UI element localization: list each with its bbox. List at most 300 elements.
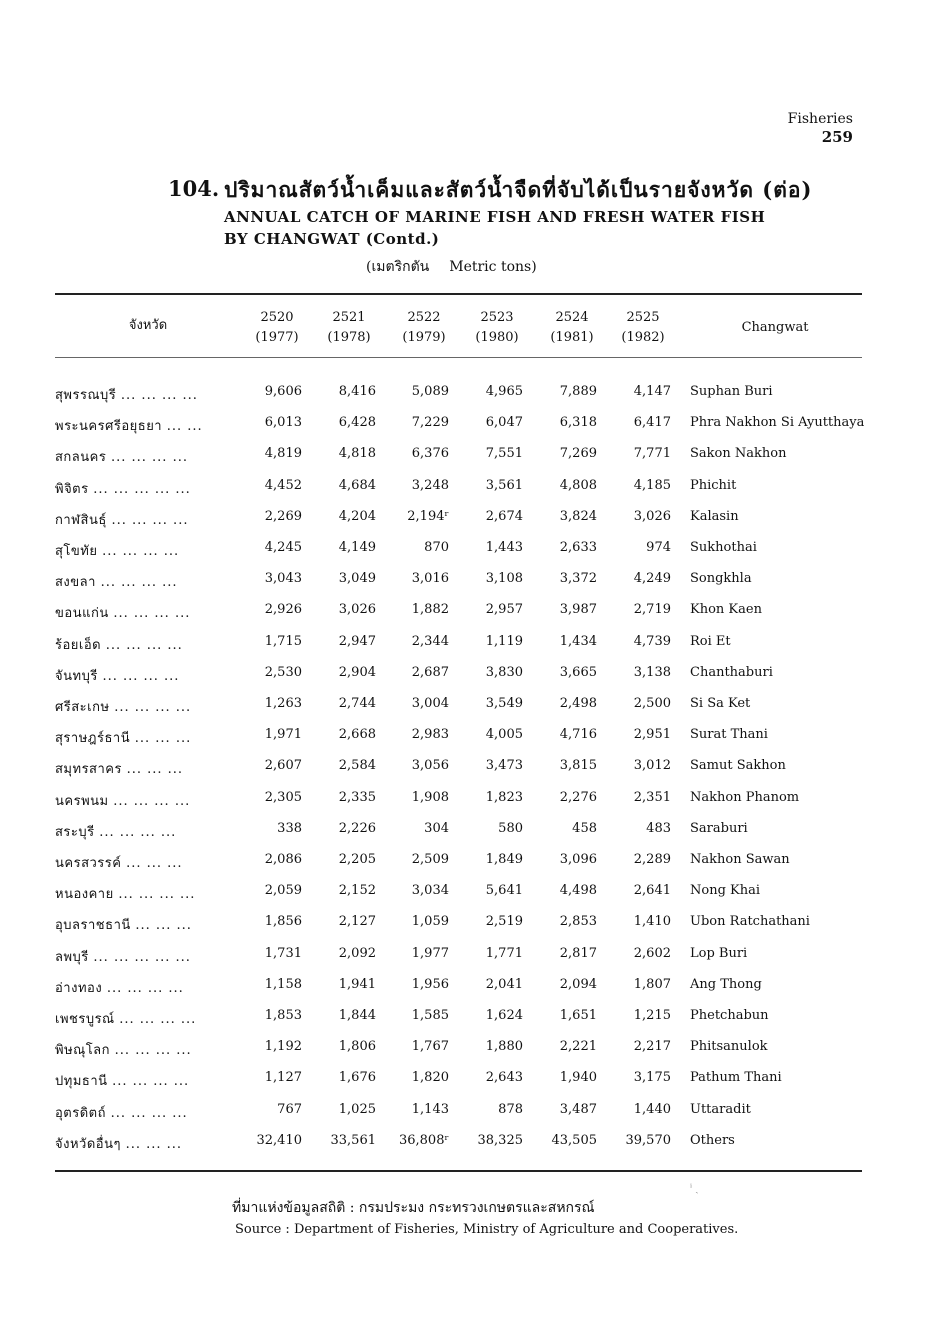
value-cell: 2,221 — [559, 1039, 597, 1055]
unit-thai: (เมตริกตัน — [366, 259, 430, 275]
changwat-english: Si Sa Ket — [690, 696, 751, 711]
value-cell: 2,904 — [338, 664, 376, 680]
changwat-thai — [55, 1133, 182, 1154]
table-row — [0, 1070, 941, 1100]
value-cell: 2,059 — [264, 883, 302, 899]
table-row — [0, 946, 941, 976]
changwat-thai-name: นครพนม — [55, 793, 109, 809]
value-cell: 4,808 — [559, 477, 597, 493]
value-cell: 3,108 — [485, 571, 523, 587]
value-cell: 2,719 — [633, 602, 671, 618]
value-cell: 2,344 — [411, 633, 449, 649]
leader-dots: ... ... ... ... — [106, 980, 184, 996]
leader-dots: ... ... ... ... — [118, 887, 196, 903]
value-cell: 3,549 — [485, 696, 523, 711]
changwat-thai-name: อุตรดิตถ์ — [55, 1105, 106, 1121]
leader-dots: ... ... ... — [126, 762, 184, 778]
value-cell: 1,941 — [338, 976, 376, 992]
leader-dots: ... ... ... ... — [111, 512, 189, 528]
value-cell: 3,473 — [485, 758, 523, 774]
value-cell: 2,217 — [633, 1039, 671, 1055]
changwat-english: Sakon Nakhon — [690, 446, 787, 462]
value-cell: 1,585 — [411, 1008, 449, 1023]
changwat-english: Roi Et — [690, 633, 731, 649]
value-cell: 1,127 — [264, 1070, 302, 1086]
table-row — [0, 509, 941, 539]
table-row — [0, 602, 941, 632]
value-cell: 33,561 — [330, 1132, 376, 1148]
changwat-english: Ubon Ratchathani — [690, 914, 810, 930]
col-header-year — [608, 308, 678, 348]
scan-mark: ⁱ ˏ — [690, 1183, 699, 1194]
value-cell: 5,641 — [485, 883, 523, 899]
value-cell: 2,094 — [559, 976, 597, 992]
changwat-thai-name: พระนครศรีอยุธยา — [55, 419, 163, 435]
changwat-thai — [55, 852, 183, 873]
value-cell: 3,004 — [411, 696, 449, 711]
value-cell: 6,318 — [559, 415, 597, 431]
source-english: Source : Department of Fisheries, Ministry of Agriculture and Cooperatives. — [235, 1222, 739, 1237]
value-cell: 2,983 — [411, 727, 449, 743]
value-cell: 7,551 — [485, 446, 523, 462]
table-header-rule — [55, 357, 862, 358]
value-cell: 1,263 — [264, 696, 302, 711]
unit-english: Metric tons) — [449, 259, 537, 275]
value-cell: 2,643 — [485, 1070, 523, 1086]
table-row — [0, 1102, 941, 1132]
changwat-thai — [55, 1008, 196, 1029]
changwat-thai-name: อุบลราชธานี — [55, 918, 131, 934]
value-cell: 38,325 — [477, 1132, 523, 1148]
value-cell: 2,951 — [633, 727, 671, 743]
changwat-english: Phetchabun — [690, 1008, 769, 1023]
changwat-thai — [55, 790, 190, 811]
value-cell: 2,633 — [559, 540, 597, 555]
changwat-english: Sukhothai — [690, 540, 757, 555]
value-cell: 1,767 — [411, 1039, 449, 1055]
value-cell: 43,505 — [551, 1132, 597, 1148]
value-cell: 2,509 — [411, 852, 449, 867]
running-header — [788, 110, 853, 146]
changwat-thai — [55, 571, 178, 592]
value-cell: 767 — [277, 1101, 302, 1117]
value-cell: 3,830 — [485, 664, 523, 680]
value-cell: 3,026 — [338, 602, 376, 618]
value-cell: 3,175 — [633, 1070, 671, 1086]
changwat-thai — [55, 446, 188, 467]
value-cell: 1,823 — [485, 789, 523, 805]
table-row — [0, 821, 941, 851]
changwat-english: Suphan Buri — [690, 384, 773, 399]
value-cell: 4,185 — [633, 477, 671, 493]
changwat-english: Uttaradit — [690, 1101, 751, 1117]
changwat-english: Surat Thani — [690, 727, 768, 743]
value-cell: 4,965 — [485, 384, 523, 399]
value-cell: 1,853 — [264, 1008, 302, 1023]
col-header-year — [242, 308, 312, 348]
value-cell: 3,056 — [411, 758, 449, 774]
leader-dots: ... ... ... ... — [114, 1043, 192, 1059]
value-cell: 1,882 — [411, 602, 449, 618]
changwat-thai — [55, 821, 176, 842]
changwat-thai — [55, 665, 179, 686]
value-cell: 1,676 — [338, 1070, 376, 1086]
changwat-thai-name: ศรีสะเกษ — [55, 700, 110, 715]
value-cell: 6,428 — [338, 415, 376, 431]
changwat-thai-name: พิษณุโลก — [55, 1043, 111, 1059]
leader-dots: ... ... ... ... — [110, 450, 188, 466]
value-cell: 3,487 — [559, 1101, 597, 1117]
value-cell: 1,849 — [485, 852, 523, 867]
changwat-thai-name: จังหวัดอื่นๆ — [55, 1136, 121, 1152]
leader-dots: ... ... ... — [135, 918, 192, 934]
changwat-english: Saraburi — [690, 820, 748, 836]
value-cell: 1,731 — [264, 945, 302, 961]
value-cell: 3,049 — [338, 571, 376, 587]
value-cell: 2,947 — [338, 633, 376, 649]
value-cell: 304 — [424, 820, 449, 836]
changwat-english: Khon Kaen — [690, 602, 762, 618]
value-cell: 2,519 — [485, 914, 523, 930]
leader-dots: ... ... ... ... — [102, 668, 180, 684]
changwat-thai — [55, 415, 203, 436]
value-cell: 2,530 — [264, 664, 302, 680]
value-cell: 1,971 — [264, 727, 302, 743]
leader-dots: ... ... — [166, 419, 203, 435]
value-cell: 3,824 — [559, 508, 597, 524]
table-row — [0, 914, 941, 944]
value-cell: 4,204 — [338, 508, 376, 524]
value-cell: 1,807 — [633, 976, 671, 992]
value-cell: 458 — [572, 820, 597, 836]
year-ce: (1980) — [475, 330, 519, 345]
value-cell: 580 — [498, 820, 523, 836]
year-ce: (1979) — [402, 330, 446, 345]
table-row — [0, 977, 941, 1007]
value-cell: 1,059 — [411, 914, 449, 930]
value-cell: 4,739 — [633, 633, 671, 649]
value-cell: 4,249 — [633, 571, 671, 587]
value-cell: 2,584 — [338, 758, 376, 774]
value-cell: 3,815 — [559, 758, 597, 774]
changwat-english: Phichit — [690, 477, 737, 493]
leader-dots: ... ... ... ... — [113, 606, 191, 622]
changwat-english: Nong Khai — [690, 883, 761, 899]
value-cell: 1,434 — [559, 633, 597, 649]
value-cell: 3,026 — [633, 508, 671, 524]
value-cell: 1,119 — [485, 633, 523, 649]
leader-dots: ... ... ... ... — [110, 1105, 188, 1121]
leader-dots: ... ... ... ... ... — [93, 949, 191, 965]
value-cell: 4,149 — [338, 540, 376, 555]
leader-dots: ... ... ... — [125, 1136, 183, 1152]
value-cell: 2,687 — [411, 664, 449, 680]
changwat-thai-name: สุราษฎร์ธานี — [55, 731, 131, 747]
changwat-thai — [55, 1102, 188, 1123]
value-cell: 483 — [646, 820, 671, 836]
table-row — [0, 415, 941, 445]
year-be: 2522 — [407, 310, 441, 325]
value-cell: 1,856 — [264, 914, 302, 930]
value-cell: 2,194ʳ — [407, 508, 449, 524]
value-cell: 36,808ʳ — [398, 1132, 449, 1148]
changwat-english: Lop Buri — [690, 945, 748, 961]
table-row — [0, 1008, 941, 1038]
value-cell: 1,143 — [411, 1101, 449, 1117]
col-header-english: Changwat — [741, 320, 809, 335]
value-cell: 2,226 — [338, 820, 376, 836]
value-cell: 2,957 — [485, 602, 523, 618]
value-cell: 4,245 — [264, 540, 302, 555]
value-cell: 4,498 — [559, 883, 597, 899]
changwat-thai — [55, 509, 188, 530]
table-row — [0, 883, 941, 913]
title-english-line1: ANNUAL CATCH OF MARINE FISH AND FRESH WATER FISH — [224, 208, 766, 226]
value-cell: 4,684 — [338, 477, 376, 493]
year-ce: (1981) — [550, 330, 594, 345]
value-cell: 2,926 — [264, 602, 302, 618]
value-cell: 8,416 — [338, 384, 376, 399]
value-cell: 3,372 — [559, 571, 597, 587]
value-cell: 2,674 — [485, 508, 523, 524]
title-thai: ปริมาณสัตว์น้ำเค็มและสัตว์น้ำจืดที่จับได้เป็นรายจังหวัด (ต่อ) — [224, 177, 813, 202]
changwat-thai-name: สมุทรสาคร — [55, 762, 122, 778]
changwat-thai — [55, 540, 179, 561]
value-cell: 2,092 — [338, 945, 376, 961]
value-cell: 3,138 — [633, 664, 671, 680]
changwat-english: Ang Thong — [690, 976, 762, 992]
leader-dots: ... ... ... ... — [119, 1012, 197, 1027]
changwat-english: Others — [690, 1132, 735, 1148]
changwat-english: Songkhla — [690, 571, 752, 587]
value-cell: 4,147 — [633, 384, 671, 399]
value-cell: 2,351 — [633, 789, 671, 805]
value-cell: 2,269 — [264, 508, 302, 524]
changwat-thai-name: สุโขทัย — [55, 544, 98, 559]
value-cell: 4,818 — [338, 446, 376, 462]
changwat-thai-name: เพชรบูรณ์ — [55, 1012, 115, 1027]
changwat-thai-name: อ่างทอง — [55, 980, 103, 996]
value-cell: 2,498 — [559, 696, 597, 711]
value-cell: 2,607 — [264, 758, 302, 774]
value-cell: 1,908 — [411, 789, 449, 805]
value-cell: 3,043 — [264, 571, 302, 587]
value-cell: 3,665 — [559, 664, 597, 680]
table-row — [0, 1133, 941, 1163]
changwat-thai-name: จันทบุรี — [55, 668, 98, 684]
changwat-thai-name: สกลนคร — [55, 450, 107, 466]
table-row — [0, 540, 941, 570]
changwat-thai-name: สุพรรณบุรี — [55, 388, 117, 403]
value-cell: 2,305 — [264, 789, 302, 805]
changwat-english: Samut Sakhon — [690, 758, 786, 774]
value-cell: 2,668 — [338, 727, 376, 743]
value-cell: 1,192 — [264, 1039, 302, 1055]
leader-dots: ... ... ... ... — [113, 793, 191, 809]
year-ce: (1978) — [327, 330, 371, 345]
leader-dots: ... ... ... — [126, 856, 183, 871]
value-cell: 2,641 — [633, 883, 671, 899]
changwat-english: Phitsanulok — [690, 1039, 768, 1055]
value-cell: 2,335 — [338, 789, 376, 805]
value-cell: 1,806 — [338, 1039, 376, 1055]
value-cell: 2,041 — [485, 976, 523, 992]
value-cell: 3,248 — [411, 477, 449, 493]
table-row — [0, 852, 941, 882]
table-row — [0, 384, 941, 414]
table-bottom-rule — [55, 1170, 862, 1172]
value-cell: 32,410 — [256, 1132, 302, 1148]
changwat-thai-name: นครสวรรค์ — [55, 856, 122, 871]
value-cell: 1,215 — [633, 1008, 671, 1023]
value-cell: 2,602 — [633, 945, 671, 961]
value-cell: 2,853 — [559, 914, 597, 930]
title-english-line2: BY CHANGWAT (Contd.) — [224, 230, 440, 248]
value-cell: 3,016 — [411, 571, 449, 587]
section-name: Fisheries — [787, 111, 853, 127]
value-cell: 1,410 — [633, 914, 671, 930]
value-cell: 2,205 — [338, 852, 376, 867]
changwat-thai — [55, 478, 191, 499]
page-number: 259 — [821, 128, 853, 146]
changwat-english: Kalasin — [690, 508, 739, 524]
value-cell: 4,819 — [264, 446, 302, 462]
changwat-thai — [55, 634, 183, 655]
table-top-rule — [55, 293, 862, 295]
year-ce: (1977) — [255, 330, 299, 345]
col-header-year — [389, 308, 459, 348]
changwat-thai-name: สงขลา — [55, 575, 96, 591]
col-header-thai: จังหวัด — [128, 318, 168, 333]
changwat-thai — [55, 384, 198, 405]
value-cell: 4,005 — [485, 727, 523, 743]
table-number: 104. — [168, 176, 220, 201]
value-cell: 3,987 — [559, 602, 597, 618]
value-cell: 7,771 — [633, 446, 671, 462]
value-cell: 2,086 — [264, 852, 302, 867]
leader-dots: ... ... ... ... — [105, 637, 183, 653]
value-cell: 6,047 — [485, 415, 523, 431]
value-cell: 3,034 — [411, 883, 449, 899]
value-cell: 2,817 — [559, 945, 597, 961]
table-row — [0, 634, 941, 664]
value-cell: 1,940 — [559, 1070, 597, 1086]
year-be: 2524 — [555, 310, 589, 325]
table-row — [0, 665, 941, 695]
changwat-thai-name: ขอนแก่น — [55, 606, 109, 622]
value-cell: 1,025 — [338, 1101, 376, 1117]
value-cell: 878 — [498, 1101, 523, 1117]
value-cell: 3,096 — [559, 852, 597, 867]
year-be: 2525 — [626, 310, 660, 325]
value-cell: 7,229 — [411, 415, 449, 431]
changwat-thai — [55, 758, 183, 779]
value-cell: 4,716 — [559, 727, 597, 743]
leader-dots: ... ... ... ... ... — [93, 481, 191, 497]
changwat-english: Nakhon Phanom — [690, 789, 800, 805]
col-header-year — [537, 308, 607, 348]
value-cell: 1,443 — [485, 540, 523, 555]
leader-dots: ... ... ... ... — [120, 388, 198, 403]
changwat-thai-name: ปทุมธานี — [55, 1074, 108, 1090]
table-row — [0, 727, 941, 757]
unit-label — [366, 256, 537, 278]
changwat-thai-name: หนองคาย — [55, 887, 114, 903]
year-be: 2521 — [332, 310, 366, 325]
changwat-thai — [55, 1039, 192, 1060]
value-cell: 1,820 — [411, 1070, 449, 1086]
source-thai: ที่มาแห่งข้อมูลสถิติ : กรมประมง กระทรวงเกษตรและสหกรณ์ — [232, 1200, 595, 1216]
value-cell: 3,012 — [633, 758, 671, 774]
value-cell: 6,417 — [633, 415, 671, 431]
changwat-thai-name: ร้อยเอ็ด — [55, 637, 102, 653]
value-cell: 2,744 — [338, 696, 376, 711]
value-cell: 1,771 — [485, 945, 523, 961]
changwat-thai — [55, 977, 184, 998]
value-cell: 2,500 — [633, 696, 671, 711]
table-row — [0, 446, 941, 476]
value-cell: 1,158 — [264, 976, 302, 992]
changwat-thai — [55, 602, 190, 623]
value-cell: 1,844 — [338, 1008, 376, 1023]
year-ce: (1982) — [621, 330, 665, 345]
value-cell: 9,606 — [264, 384, 302, 399]
leader-dots: ... ... ... ... — [99, 824, 177, 840]
value-cell: 7,889 — [559, 384, 597, 399]
leader-dots: ... ... ... ... — [114, 700, 192, 715]
changwat-thai — [55, 883, 195, 904]
changwat-thai-name: สระบุรี — [55, 824, 95, 840]
changwat-thai — [55, 946, 191, 967]
value-cell: 1,977 — [411, 945, 449, 961]
changwat-english: Pathum Thani — [690, 1070, 782, 1086]
changwat-thai-name: พิจิตร — [55, 481, 89, 497]
col-header-year — [314, 308, 384, 348]
changwat-thai — [55, 914, 192, 935]
changwat-english: Nakhon Sawan — [690, 852, 790, 867]
changwat-english: Chanthaburi — [690, 664, 773, 680]
value-cell: 39,570 — [625, 1132, 671, 1148]
changwat-thai-name: กาฬสินธุ์ — [55, 512, 107, 528]
changwat-thai-name: ลพบุรี — [55, 949, 89, 965]
value-cell: 1,624 — [485, 1008, 523, 1023]
changwat-english: Phra Nakhon Si Ayutthaya — [690, 415, 865, 431]
table-row — [0, 1039, 941, 1069]
changwat-thai — [55, 727, 191, 748]
leader-dots: ... ... ... — [134, 731, 192, 747]
value-cell: 1,440 — [633, 1101, 671, 1117]
value-cell: 2,127 — [338, 914, 376, 930]
table-row — [0, 790, 941, 820]
value-cell: 2,276 — [559, 789, 597, 805]
value-cell: 2,289 — [633, 852, 671, 867]
value-cell: 2,152 — [338, 883, 376, 899]
value-cell: 870 — [424, 540, 449, 555]
value-cell: 338 — [277, 820, 302, 836]
value-cell: 974 — [646, 540, 671, 555]
value-cell: 6,013 — [264, 415, 302, 431]
value-cell: 6,376 — [411, 446, 449, 462]
value-cell: 1,651 — [559, 1008, 597, 1023]
col-header-year — [462, 308, 532, 348]
value-cell: 1,880 — [485, 1039, 523, 1055]
table-row — [0, 571, 941, 601]
leader-dots: ... ... ... ... — [102, 544, 180, 559]
changwat-thai — [55, 1070, 189, 1091]
value-cell: 1,956 — [411, 976, 449, 992]
value-cell: 5,089 — [411, 384, 449, 399]
table-row — [0, 478, 941, 508]
